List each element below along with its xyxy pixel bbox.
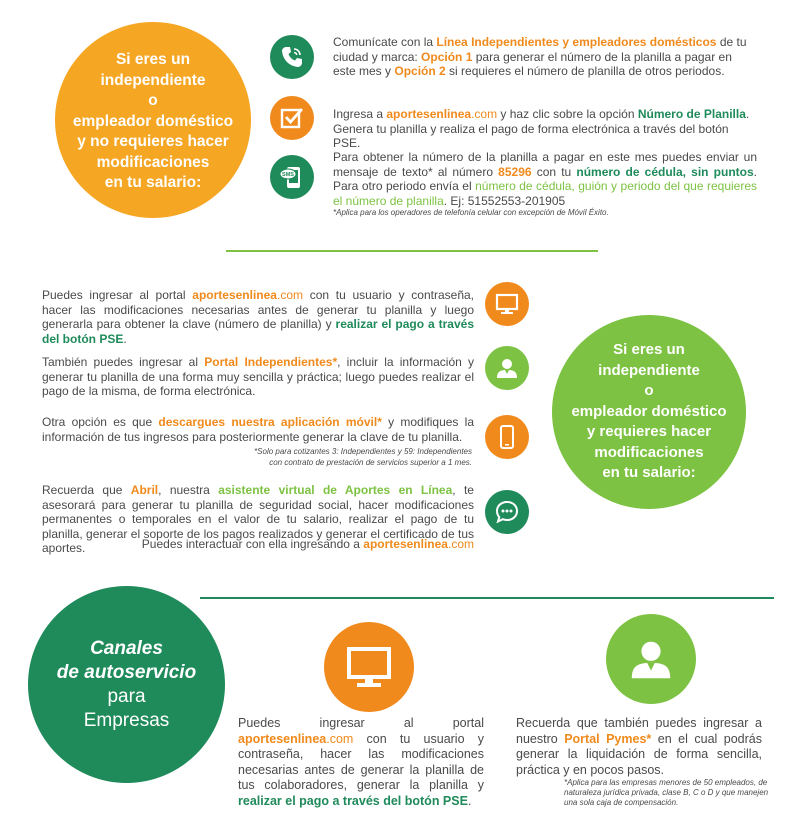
divider (226, 250, 598, 252)
circle-line: Empresas (83, 709, 170, 731)
circle-line: empleador doméstico (571, 402, 727, 420)
aportesenlinea-link[interactable]: aportesenlinea.com (363, 537, 474, 551)
circle-line: o (644, 382, 654, 400)
circle-line: Si eres un (115, 51, 191, 69)
user-icon (485, 346, 529, 390)
aportesenlinea-link[interactable]: aportesenlinea.com (238, 731, 354, 746)
sms-footnote: *Aplica para los operadores de telefonía celular con excepción de Móvil Éxito. (333, 208, 609, 217)
app-footnote-2: con contrato de prestación de servicios superior a 1 mes. (269, 458, 472, 467)
circle-line: empleador doméstico (72, 112, 234, 130)
empresas-portal-text: Puedes ingresar al portal aportesenlinea.com con tu usuario y contraseña, hacer las modificaciones necesarias antes de generar la planilla de tus colaboradores, generar la planilla y realizar el pago a través del botón PSE. (238, 716, 484, 808)
user-icon (606, 614, 696, 704)
svg-text:SMS: SMS (282, 172, 294, 178)
sms-icon (270, 155, 314, 199)
smartphone-icon (485, 415, 529, 459)
aportesenlinea-link[interactable]: aportesenlinea.com (192, 288, 303, 302)
linea-independientes-text: Comunícate con la Línea Independientes y empleadores domésticos de tu ciudad y marca: Opción 1 para generar el número de la planilla a pagar en este mes y Opción 2 si requieres el número de planilla de otros periodos. (333, 35, 747, 79)
phone-icon (270, 35, 314, 79)
app-footnote-1: *Solo para cotizantes 3: Independientes y 59: Independientes (254, 447, 472, 456)
circle-line: modificaciones (96, 153, 210, 171)
circle-title-line: Canales (90, 637, 163, 659)
portal-modificaciones-text: Puedes ingresar al portal aportesenlinea.com con tu usuario y contraseña, hacer las modificaciones necesarias antes de generar tu planilla y luego generarla para obtener la clave (número de planilla) y realizar el pago a través del botón PSE. (42, 288, 474, 346)
circle-line: y no requieres hacer (77, 133, 229, 151)
pymes-footnote: *Aplica para las empresas menores de 50 empleados, de naturaleza jurídica privada, clase B, C o D y que manejen una sola caja de compensación. (564, 778, 769, 807)
asistente-abril-text: Recuerda que Abril, nuestra asistente virtual de Aportes en Línea, te asesorará para generar tu planilla de seguridad social, hacer modificaciones permanentes o temporales en el valor de tu salario, realizar el pago de tu planilla, generar el soporte de los pagos realizados y generar el certificado de tus aportes. (42, 483, 474, 556)
monitor-icon (324, 622, 414, 712)
circle-line: independiente (598, 361, 700, 379)
sms-text: Para obtener la número de la planilla a pagar en este mes puedes enviar un mensaje de texto* al número 85296 con tu número de cédula, sin puntos. Para otro periodo envía el número de cédula, guión y periodo del que requieres el número de planilla. Ej: 51552553-201905 (333, 150, 758, 208)
divider (200, 597, 774, 599)
aportesenlinea-link[interactable]: aportesenlinea.com (386, 107, 498, 121)
checkbox-icon (270, 96, 314, 140)
canales-autoservicio-circle (28, 586, 225, 783)
circle-line: o (148, 92, 158, 110)
asistente-link-text: Puedes interactuar con ella ingresando a aportesenlinea.com (141, 537, 474, 551)
aplicacion-movil-text: Otra opción es que descargues nuestra aplicación móvil* y modifiques la información de tus ingresos para posteriormente generar la clave de tu planilla. (42, 415, 475, 444)
independiente-sin-modificaciones-circle (55, 22, 251, 218)
monitor-icon (485, 282, 529, 326)
circle-line: independiente (100, 71, 206, 89)
portal-pymes-text: Recuerda que también puedes ingresar a nuestro Portal Pymes* en el cual podrás generar la liquidación de forma sencilla, práctica y en pocos pasos. (516, 716, 762, 777)
chat-icon[interactable] (485, 490, 529, 534)
circle-title-line: de autoservicio (56, 661, 197, 683)
circle-line: Si eres un (613, 341, 685, 359)
circle-line: en tu salario: (104, 174, 202, 192)
numero-planilla-text: Ingresa a aportesenlinea.com y haz clic sobre la opción Número de Planilla. Genera tu planilla y realiza el pago de forma electrónica a través del botón PSE. (333, 107, 750, 151)
circle-line: modificaciones (594, 443, 704, 461)
circle-line: en tu salario: (602, 464, 696, 482)
circle-line: para (107, 685, 146, 707)
independiente-con-modificaciones-circle (552, 315, 746, 509)
portal-independientes-text: También puedes ingresar al Portal Independientes*, incluir la información y generar tu planilla de una forma muy sencilla y práctica; luego puedes realizar el pago de la misma, de forma electrónica. (42, 355, 474, 399)
circle-line: y requieres hacer (586, 423, 712, 441)
